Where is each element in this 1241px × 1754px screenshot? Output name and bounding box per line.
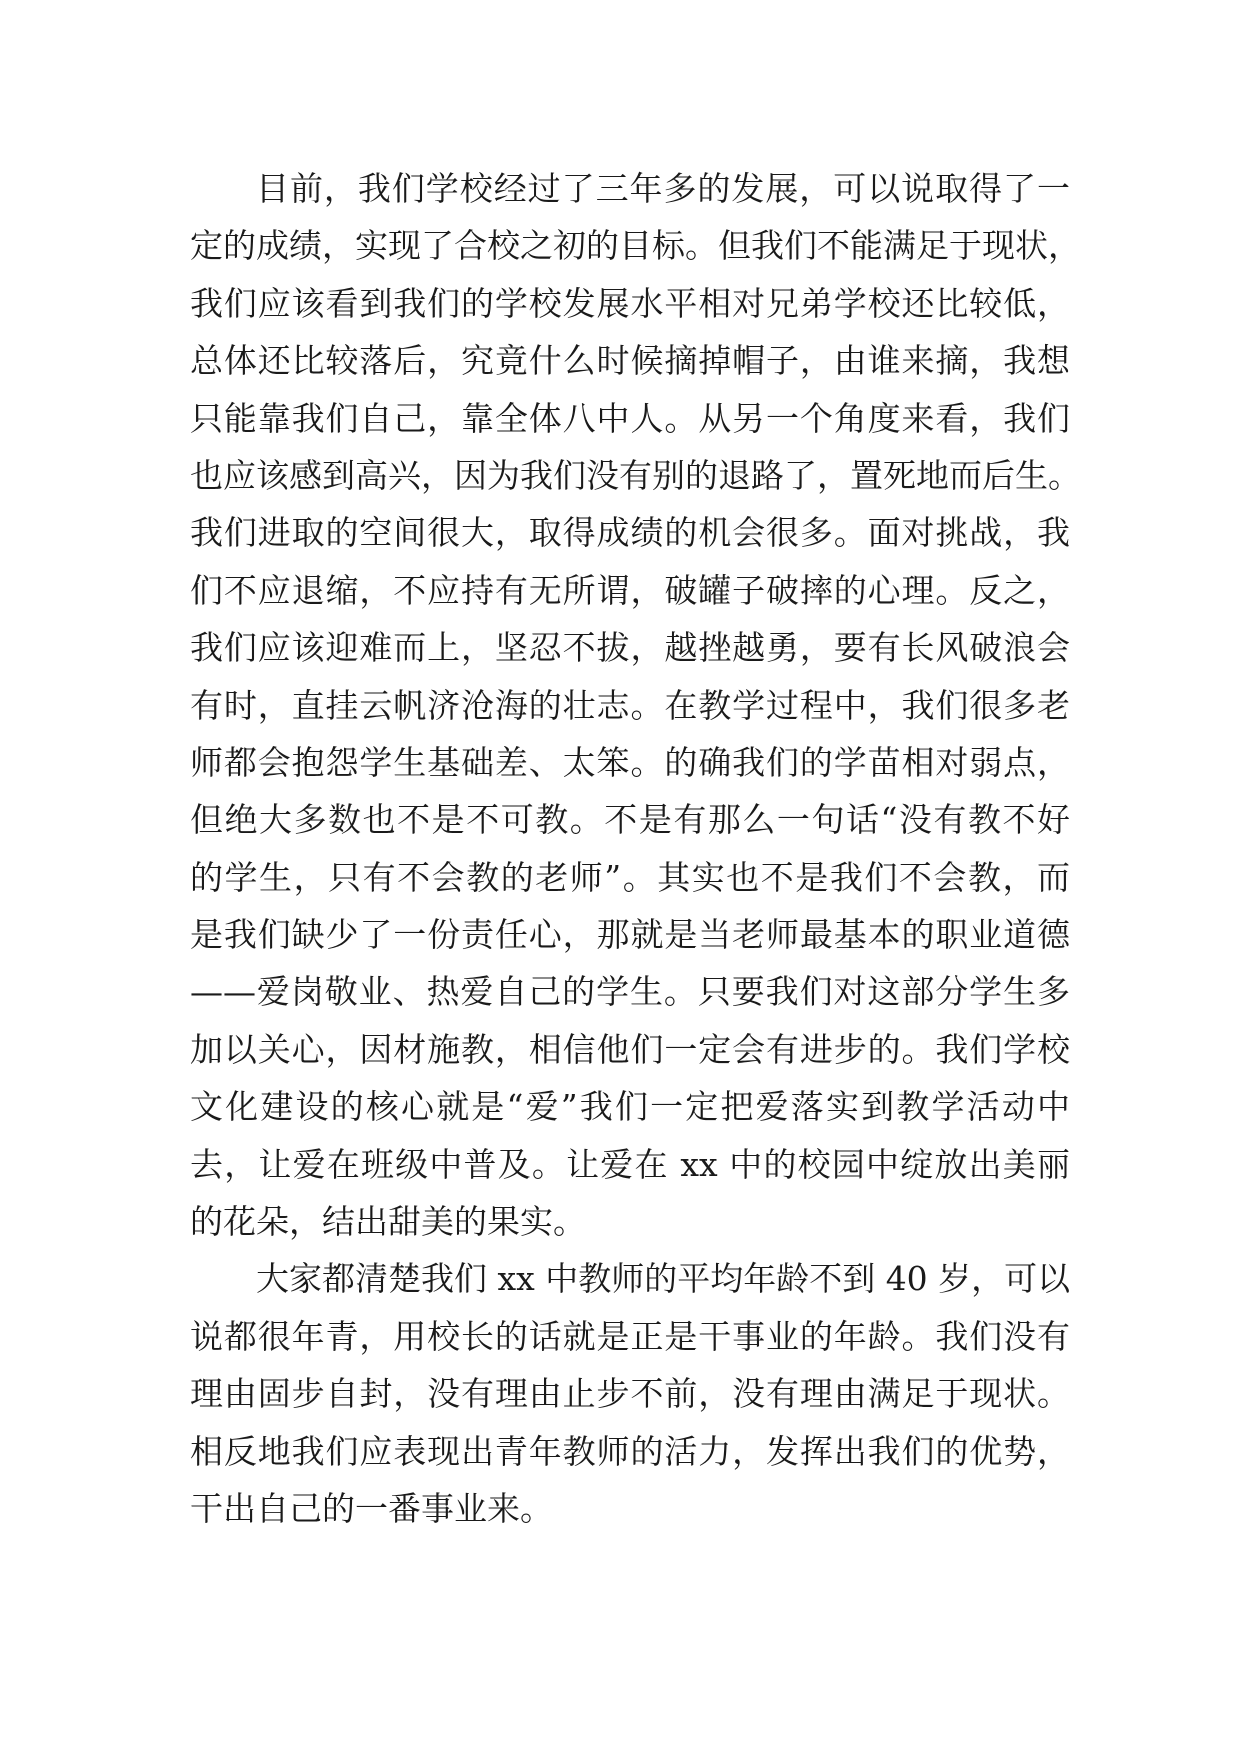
- paragraph-line: ——爱岗敬业、热爱自己的学生。只要我们对这部分学生多: [190, 972, 1070, 1012]
- paragraph-line: 有时，直挂云帆济沧海的壮志。在教学过程中，我们很多老: [190, 685, 1070, 725]
- paragraph-line: 干出自己的一番事业来。: [190, 1488, 553, 1528]
- paragraph-line: 目前，我们学校经过了三年多的发展，可以说取得了一: [256, 169, 1070, 208]
- paragraph-line: 相反地我们应表现出青年教师的活力，发挥出我们的优势，: [190, 1431, 1070, 1471]
- paragraph-line: 说都很年青，用校长的话就是正是干事业的年龄。我们没有: [190, 1316, 1070, 1356]
- paragraph-line: 们不应退缩，不应持有无所谓，破罐子破摔的心理。反之，: [190, 570, 1070, 610]
- paragraph-line: 师都会抱怨学生基础差、太笨。的确我们的学苗相对弱点，: [190, 742, 1070, 782]
- paragraph-2: [190, 1250, 1070, 1537]
- paragraph-line: 也应该感到高兴，因为我们没有别的退路了，置死地而后生。: [190, 455, 1081, 495]
- paragraph-line: 的学生，只有不会教的老师”。其实也不是我们不会教，而: [190, 857, 1070, 897]
- paragraph-line: 我们进取的空间很大，取得成绩的机会很多。面对挑战，我: [190, 513, 1070, 553]
- paragraph-line: 是我们缺少了一份责任心，那就是当老师最基本的职业道德: [190, 915, 1070, 955]
- paragraph-line: 我们应该迎难而上，坚忍不拔，越挫越勇，要有长风破浪会: [190, 628, 1070, 668]
- paragraph-line: 总体还比较落后，究竟什么时候摘掉帽子，由谁来摘，我想: [190, 341, 1070, 381]
- paragraph-line: 理由固步自封，没有理由止步不前，没有理由满足于现状。: [190, 1374, 1070, 1414]
- paragraph-line: 我们应该看到我们的学校发展水平相对兄弟学校还比较低，: [190, 283, 1070, 323]
- paragraph-line: 但绝大多数也不是不可教。不是有那么一句话“没有教不好: [190, 800, 1070, 840]
- paragraph-line: 大家都清楚我们 xx 中教师的平均年龄不到 40 岁，可以: [256, 1259, 1071, 1299]
- document-body: [190, 160, 1081, 1537]
- paragraph-1: [190, 160, 1081, 1250]
- paragraph-line: 的花朵，结出甜美的果实。: [190, 1202, 586, 1242]
- paragraph-line: 文化建设的核心就是“爱”我们一定把爱落实到教学活动中: [190, 1087, 1070, 1127]
- paragraph-line: 定的成绩，实现了合校之初的目标。但我们不能满足于现状，: [190, 226, 1081, 266]
- paragraph-line: 加以关心，因材施教，相信他们一定会有进步的。我们学校: [190, 1029, 1070, 1069]
- paragraph-line: 去，让爱在班级中普及。让爱在 xx 中的校园中绽放出美丽: [190, 1144, 1070, 1184]
- paragraph-line: 只能靠我们自己，靠全体八中人。从另一个角度来看，我们: [190, 398, 1070, 438]
